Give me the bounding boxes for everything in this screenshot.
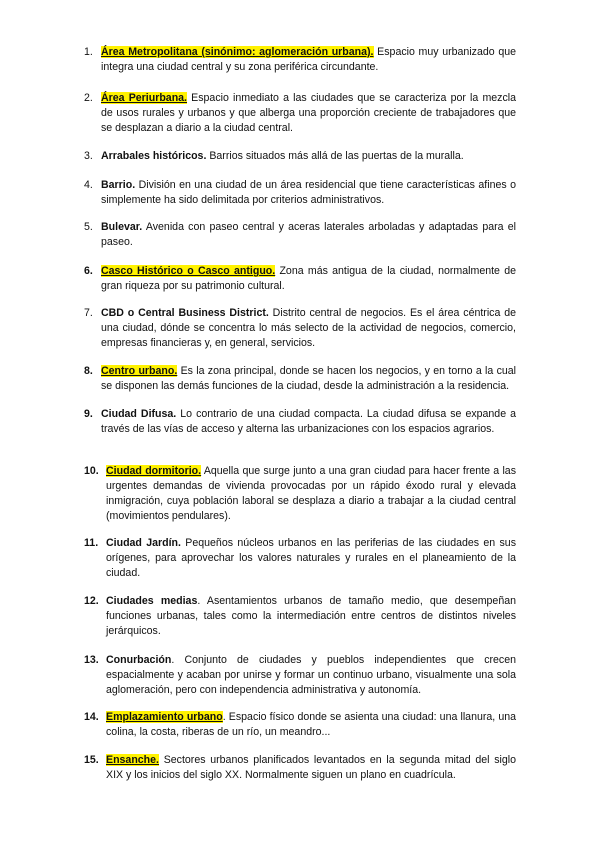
entry-number: 3.	[84, 150, 93, 162]
entry-number: 6.	[84, 265, 93, 277]
entry-term: Bulevar.	[101, 221, 143, 233]
entry-definition: Lo contrario de una ciudad compacta. La ciudad difusa se expande a través de las vías de acceso y alterna las urbanizaciones con los espacios agrarios.	[101, 408, 516, 435]
entry-1	[84, 45, 516, 75]
entry-10	[84, 464, 516, 524]
entry-5	[84, 220, 516, 250]
entry-definition: Espacio muy urbanizado que integra una ciudad central y su zona periférica circundante.	[101, 46, 517, 73]
entry-number: 7.	[84, 307, 93, 319]
entry-2	[84, 91, 516, 136]
entry-number: 13.	[84, 654, 99, 666]
entry-8	[84, 364, 516, 394]
entry-number: 2.	[84, 92, 93, 104]
entry-term: Área Metropolitana (sinónimo: aglomeración urbana).	[101, 46, 374, 58]
entry-term: Emplazamiento urbano	[106, 711, 223, 723]
entry-term: CBD o Central Business District.	[101, 307, 269, 319]
entry-4	[84, 178, 516, 208]
entry-definition: Avenida con paseo central y aceras laterales arboladas y adaptadas para el paseo.	[101, 221, 516, 248]
entry-term: Área Periurbana.	[101, 92, 188, 104]
entry-6	[84, 264, 516, 294]
entry-number: 15.	[84, 754, 99, 766]
entry-definition: Es la zona principal, donde se hacen los negocios, y en torno a la cual se disponen las demás funciones de la ciudad, desde la administración a la residencia.	[101, 365, 516, 392]
entry-definition: Distrito central de negocios. Es el área céntrica de una ciudad, dónde se concentra lo más selecto de la actividad de negocios, comercio, empresas financieras y, en general, servicios.	[101, 307, 516, 349]
entry-definition: . Asentamientos urbanos de tamaño medio, que desempeñan funciones urbanas, tales como la intermediación entre centros de distintos niveles jerárquicos.	[106, 595, 517, 637]
entry-number: 5.	[84, 221, 93, 233]
entry-term: Ciudad Jardín.	[106, 537, 181, 549]
entry-term: Ensanche.	[106, 754, 159, 766]
entry-definition: . Espacio físico donde se asienta una ciudad: una llanura, una colina, la costa, riberas de un río, un meandro...	[106, 711, 517, 738]
entry-definition: . Conjunto de ciudades y pueblos independientes que crecen espacialmente y acaban por unirse y formar un continuo urbano, visualmente una sola aglomeración, pero con independencia administrativa y autonomía.	[106, 654, 516, 696]
entry-term: Ciudad dormitorio.	[106, 465, 202, 477]
entry-number: 1.	[84, 46, 93, 58]
entry-7	[84, 306, 516, 351]
entry-number: 12.	[84, 595, 99, 607]
entry-definition: División en una ciudad de un área residencial que tiene características afines o simplemente ha sido delimitada por criterios administrativos.	[101, 179, 516, 206]
entry-term: Centro urbano.	[101, 365, 178, 377]
entry-definition: Sectores urbanos planificados levantados en la segunda mitad del siglo XIX y los inicios del siglo XX. Normalmente siguen un plano en cuadrícula.	[106, 754, 516, 781]
entry-number: 8.	[84, 365, 93, 377]
entry-12	[84, 594, 516, 639]
entry-definition: Zona más antigua de la ciudad, normalmente de gran riqueza por su patrimonio cultural.	[101, 265, 516, 292]
entry-number: 9.	[84, 408, 93, 420]
entry-term: Ciudades medias	[106, 595, 198, 607]
entry-number: 11.	[84, 537, 99, 549]
entry-13	[84, 653, 516, 698]
entry-11	[84, 536, 516, 581]
entry-9	[84, 407, 516, 437]
entry-definition: Barrios situados más allá de las puertas de la muralla.	[206, 150, 464, 162]
entry-definition: Espacio inmediato a las ciudades que se caracteriza por la mezcla de usos rurales y urbanos y que alberga una proporción creciente de trabajadores que se desplazan a diario a la ciudad central.	[101, 92, 517, 134]
entry-definition: Pequeños núcleos urbanos en las periferias de las ciudades en sus orígenes, para aprovechar los valores naturales y rurales en el planeamiento de la ciudad.	[106, 537, 516, 579]
entry-14	[84, 710, 516, 740]
entry-term: Conurbación	[106, 654, 172, 666]
entry-3	[84, 149, 516, 164]
entry-15	[84, 753, 516, 783]
entry-term: Barrio.	[101, 179, 136, 191]
entry-number: 10.	[84, 465, 99, 477]
entry-definition: Aquella que surge junto a una gran ciudad para hacer frente a las urgentes demandas de vivienda provocadas por un rápido éxodo rural y elevada inmigración, cuya población laboral se desplaza a diario a trabajar a la ciudad central (movimientos pendulares).	[106, 465, 517, 522]
entry-term: Ciudad Difusa.	[101, 408, 177, 420]
entry-number: 4.	[84, 179, 93, 191]
entry-term: Arrabales históricos.	[101, 150, 207, 162]
entry-term: Casco Histórico o Casco antiguo.	[101, 265, 276, 277]
entry-number: 14.	[84, 711, 99, 723]
